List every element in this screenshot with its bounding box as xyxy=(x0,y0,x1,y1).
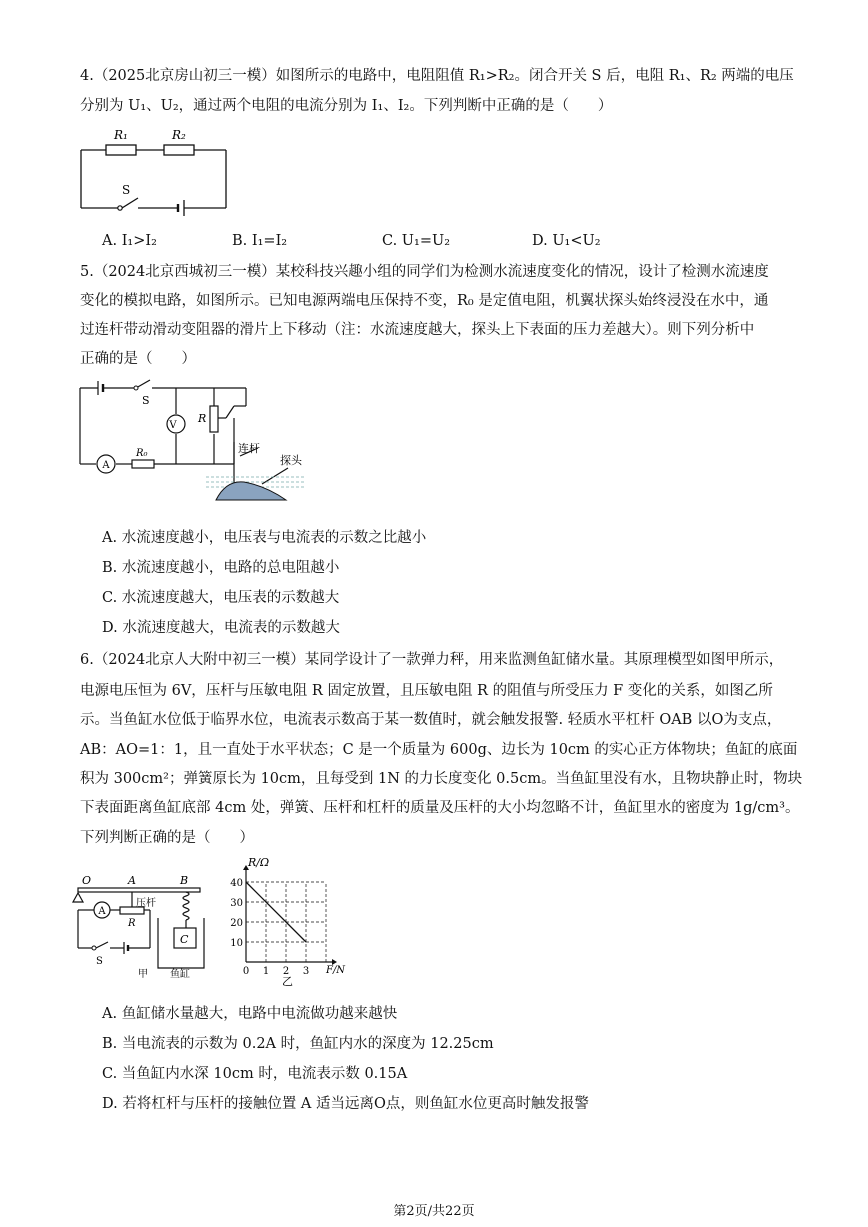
chart-y-axis-label: R/Ω xyxy=(248,856,270,869)
q6-figure-yi-chart xyxy=(226,852,356,986)
q5-rod-label: 连杆 xyxy=(238,442,260,455)
q6-caption-jia: 甲 xyxy=(138,969,148,978)
q6-stem-line3: 示。当鱼缸水位低于临界水位，电流表示数高于某一数值时，就会触发报警. 轻质水平杠杆 OAB 以O为支点， xyxy=(80,712,782,728)
chart-series-line xyxy=(246,882,306,942)
q4-stem-line1: 4.（2025北京房山初三一模）如图所示的电路中，电阻阻值 R₁>R₂。闭合开关 S 后，电阻 R₁、R₂ 两端的电压 xyxy=(80,68,794,84)
q4-r2-label: R₂ xyxy=(172,128,186,142)
q5-voltmeter-label: V xyxy=(169,420,177,431)
chart-y-tick-label: 10 xyxy=(230,938,243,949)
q6-option-a[interactable]: A. 鱼缸储水量越大，电路中电流做功越来越快 xyxy=(102,1006,398,1022)
q5-switch-label: S xyxy=(142,394,150,407)
chart-x-tick-label: 1 xyxy=(262,966,270,977)
chart-x-axis-label: F/N xyxy=(326,965,346,976)
q6-block-c-label: C xyxy=(180,933,189,946)
q6-stem-line1: 6.（2024北京人大附中初三一模）某同学设计了一款弹力秤，用来监测鱼缸储水量。其原理模型如图甲所示， xyxy=(80,652,784,668)
q4-option-a[interactable]: A. I₁>I₂ xyxy=(102,233,157,249)
q4-r1-label: R₁ xyxy=(114,128,128,142)
chart-x-tick-label: 3 xyxy=(302,966,310,977)
q4-option-c[interactable]: C. U₁=U₂ xyxy=(382,233,451,249)
q6-option-b[interactable]: B. 当电流表的示数为 0.2A 时，鱼缸内水的深度为 12.25cm xyxy=(102,1036,494,1052)
q6-stem-line5: 积为 300cm²；弹簧原长为 10cm，且每受到 1N 的力长度变化 0.5cm。当鱼缸里没有水，且物块静止时，物块 xyxy=(80,771,803,787)
q5-r0-label: R₀ xyxy=(136,448,148,459)
q6-press-rod-label: 压杆 xyxy=(136,898,156,909)
q6-figure-jia xyxy=(70,866,222,978)
q4-circuit-figure xyxy=(76,124,236,220)
q5-stem-line2: 变化的模拟电路，如图所示。已知电源两端电压保持不变，R₀ 是定值电阻，机翼状探头始终浸没在水中，通 xyxy=(80,293,769,309)
q5-circuit-figure xyxy=(76,376,316,508)
page-footer: 第2页/共22页 xyxy=(393,1204,475,1219)
q6-resistor-r-label: R xyxy=(128,918,136,929)
q6-stem-line7: 下列判断正确的是（ ） xyxy=(80,830,254,846)
chart-y-tick-label: 40 xyxy=(230,878,243,889)
q6-stem-line2: 电源电压恒为 6V，压杆与压敏电阻 R 固定放置，且压敏电阻 R 的阻值与所受压力 F 变化的关系，如图乙所 xyxy=(80,683,773,699)
q5-stem-line1: 5.（2024北京西城初三一模）某校科技兴趣小组的同学们为检测水流速度变化的情况，设计了检测水流速度 xyxy=(80,264,769,280)
q6-stem-line6: 下表面距离鱼缸底部 4cm 处，弹簧、压杆和杠杆的质量及压杆的大小均忽略不计，鱼缸里水的密度为 1g/cm³。 xyxy=(80,800,800,816)
q6-pivot-o-label: O xyxy=(82,874,92,887)
q5-rheostat-label: R xyxy=(198,412,207,425)
chart-x-tick-label: 2 xyxy=(282,966,290,977)
q4-option-b[interactable]: B. I₁=I₂ xyxy=(232,233,288,249)
q4-stem-line2: 分别为 U₁、U₂，通过两个电阻的电流分别为 I₁、I₂。下列判断中正确的是（ ） xyxy=(80,98,613,114)
q5-option-b[interactable]: B. 水流速度越小，电路的总电阻越小 xyxy=(102,560,340,576)
q5-stem-line4: 正确的是（ ） xyxy=(80,351,196,367)
q6-point-b-label: B xyxy=(180,874,189,887)
q5-option-c[interactable]: C. 水流速度越大，电压表的示数越大 xyxy=(102,590,340,606)
q5-ammeter-label: A xyxy=(102,460,110,471)
q4-option-d[interactable]: D. U₁<U₂ xyxy=(532,233,601,249)
q5-probe-label: 探头 xyxy=(280,454,302,467)
q5-stem-line3: 过连杆带动滑动变阻器的滑片上下移动（注：水流速度越大，探头上下表面的压力差越大）。则下列分析中 xyxy=(80,322,755,338)
q6-option-d[interactable]: D. 若将杠杆与压杆的接触位置 A 适当远离O点，则鱼缸水位更高时触发报警 xyxy=(102,1096,589,1112)
q6-caption-yi: 乙 xyxy=(282,975,293,986)
q6-point-a-label: A xyxy=(128,874,136,887)
q6-tank-label: 鱼缸 xyxy=(170,969,190,978)
q5-option-a[interactable]: A. 水流速度越小，电压表与电流表的示数之比越小 xyxy=(102,530,427,546)
q4-switch-label: S xyxy=(122,183,131,197)
q6-ammeter-label: A xyxy=(98,906,106,917)
chart-x-tick-label: 0 xyxy=(242,966,250,977)
chart-y-tick-label: 20 xyxy=(230,918,243,929)
chart-y-tick-label: 30 xyxy=(230,898,243,909)
q6-switch-label: S xyxy=(96,956,103,967)
q6-option-c[interactable]: C. 当鱼缸内水深 10cm 时，电流表示数 0.15A xyxy=(102,1066,408,1082)
q5-option-d[interactable]: D. 水流速度越大，电流表的示数越大 xyxy=(102,620,340,636)
q6-stem-line4: AB：AO=1：1，且一直处于水平状态；C 是一个质量为 600g、边长为 10cm 的实心正方体物块；鱼缸的底面 xyxy=(80,742,798,758)
